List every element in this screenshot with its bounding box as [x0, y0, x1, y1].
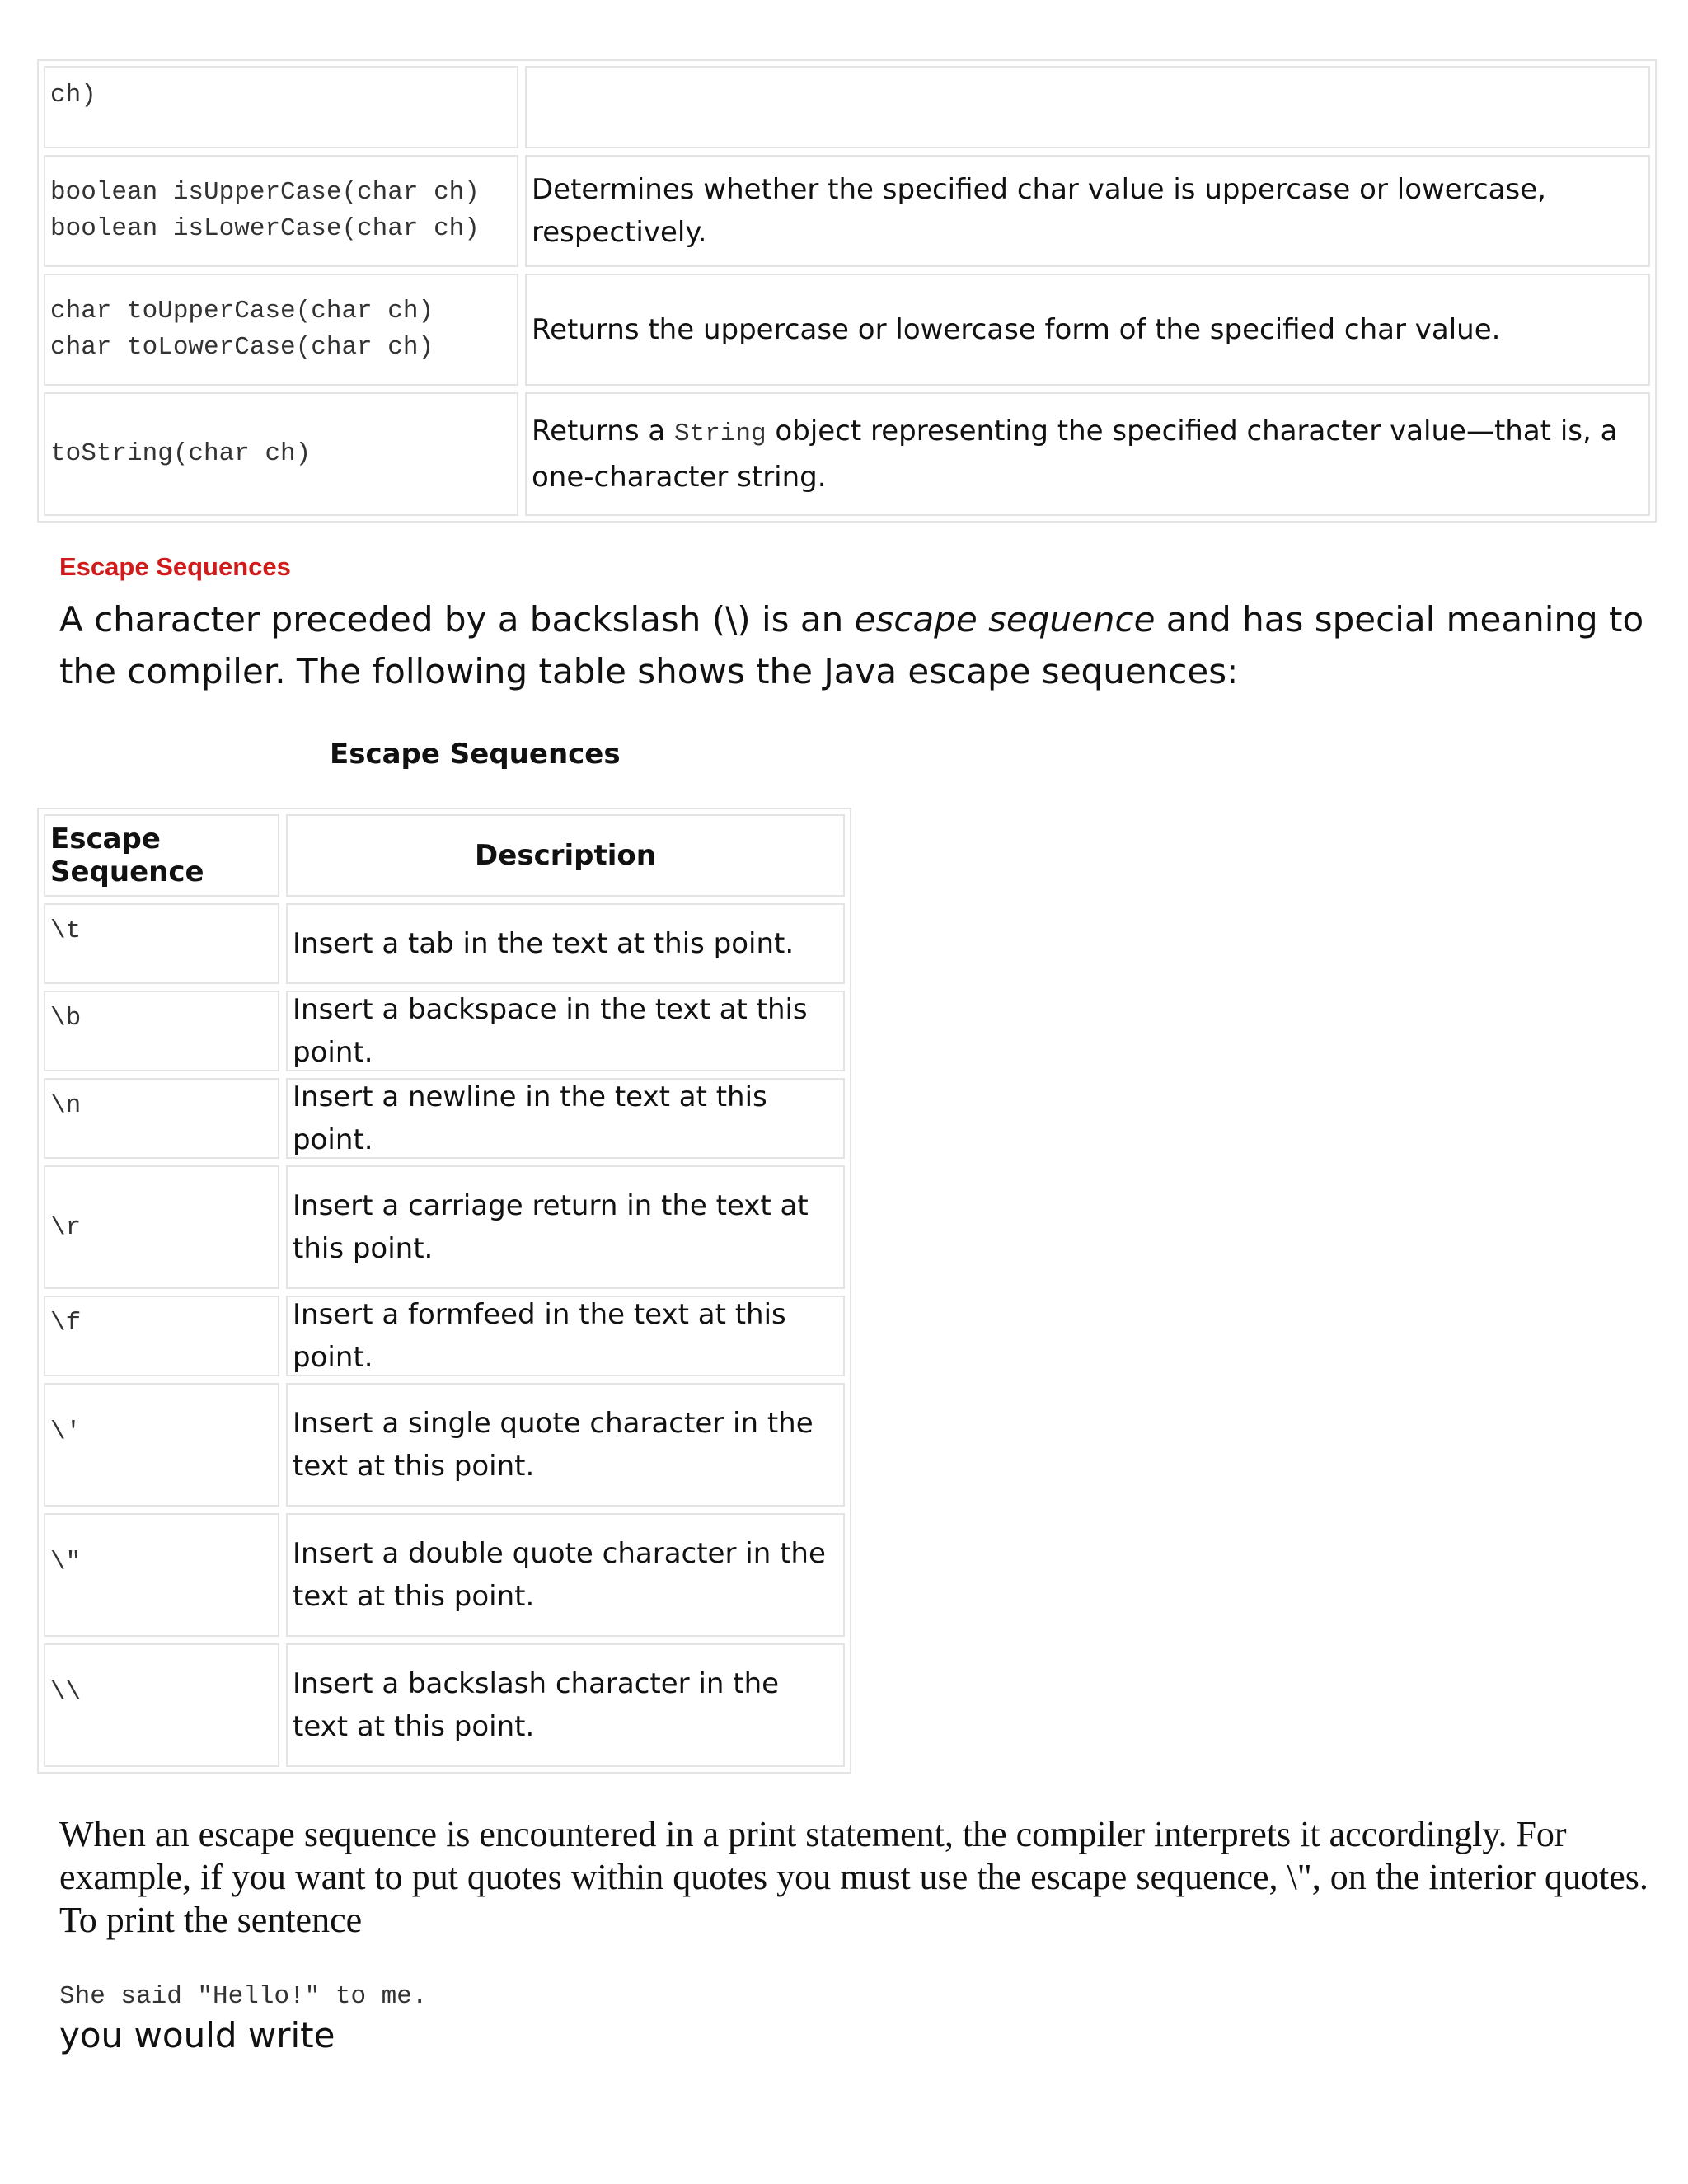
description-cell: [525, 155, 1650, 267]
table-row: [44, 1078, 845, 1159]
table-row: [44, 155, 1650, 267]
table-row: [44, 392, 1650, 516]
table-row: [44, 66, 1650, 148]
sequence-cell: \n: [44, 1078, 279, 1159]
description-suffix: object representing the specified character value—that is, a one-character string.: [532, 415, 1618, 494]
description-prefix: Returns a: [532, 415, 674, 448]
methods-table: [37, 59, 1657, 523]
description-cell: Insert a backspace in the text at this point.: [286, 991, 845, 1071]
table-row: [44, 1296, 845, 1376]
body-paragraph: When an escape sequence is encountered in a print statement, the compiler interprets it accordingly. For example, if you want to put quotes within quotes you must use the escape sequence, \", on the interior quotes. To print the sentence: [59, 1814, 1648, 1940]
sequence-cell: \\: [44, 1643, 279, 1767]
method-cell: [44, 274, 518, 386]
description-cell: Insert a double quote character in the text at this point.: [286, 1513, 845, 1637]
description-cell: [525, 274, 1650, 386]
method-cell: [44, 155, 518, 267]
table-row: [44, 903, 845, 984]
sequence-cell: \f: [44, 1296, 279, 1376]
description-cell: Insert a newline in the text at this point.: [286, 1078, 845, 1159]
description-cell: [525, 392, 1650, 516]
header-description: Description: [286, 814, 845, 897]
table-caption: Escape Sequences: [330, 738, 621, 771]
description-text: Determines whether the specified char value is uppercase or lowercase, respectively.: [532, 173, 1546, 249]
header-sequence: Escape Sequence: [44, 814, 279, 897]
method-cell: [44, 392, 518, 516]
method-text: boolean isLowerCase(char ch): [50, 214, 480, 243]
intro-text: and has special meaning to the compiler. The following table shows the Java escape sequences:: [59, 599, 1644, 691]
table-row: [44, 274, 1650, 386]
code-example: She said "Hello!" to me.: [59, 1982, 428, 2011]
escape-sequences-table: [37, 808, 851, 1774]
description-cell: Insert a backslash character in the text at this point.: [286, 1643, 845, 1767]
method-text: char toLowerCase(char ch): [50, 333, 434, 362]
table-row: [44, 1383, 845, 1507]
description-cell: Insert a carriage return in the text at this point.: [286, 1165, 845, 1289]
method-text: char toUpperCase(char ch): [50, 297, 434, 326]
description-cell: Insert a tab in the text at this point.: [286, 903, 845, 984]
inline-code: String: [674, 419, 767, 448]
sequence-cell: \t: [44, 903, 279, 984]
table-header-row: [44, 814, 845, 897]
method-cell: [44, 66, 518, 148]
table-row: [44, 1513, 845, 1637]
table-row: [44, 991, 845, 1071]
description-cell: Insert a formfeed in the text at this point.: [286, 1296, 845, 1376]
sequence-cell: \r: [44, 1165, 279, 1289]
intro-emphasis: escape sequence: [854, 599, 1156, 640]
method-text: toString(char ch): [50, 439, 312, 468]
table-row: [44, 1643, 845, 1767]
description-cell: Insert a single quote character in the text at this point.: [286, 1383, 845, 1507]
intro-paragraph: [59, 593, 1650, 697]
description-text: Returns the uppercase or lowercase form of the specified char value.: [532, 313, 1501, 346]
intro-text: A character preceded by a backslash (\) is an: [59, 599, 855, 640]
description-cell: [525, 66, 1650, 148]
body-text: you would write: [59, 2015, 335, 2055]
method-text: ch): [50, 81, 96, 110]
sequence-cell: \": [44, 1513, 279, 1637]
table-row: [44, 1165, 845, 1289]
method-text: boolean isUpperCase(char ch): [50, 178, 480, 207]
sequence-cell: \b: [44, 991, 279, 1071]
sequence-cell: \': [44, 1383, 279, 1507]
description-text: [532, 410, 1643, 499]
section-heading: Escape Sequences: [59, 552, 291, 581]
